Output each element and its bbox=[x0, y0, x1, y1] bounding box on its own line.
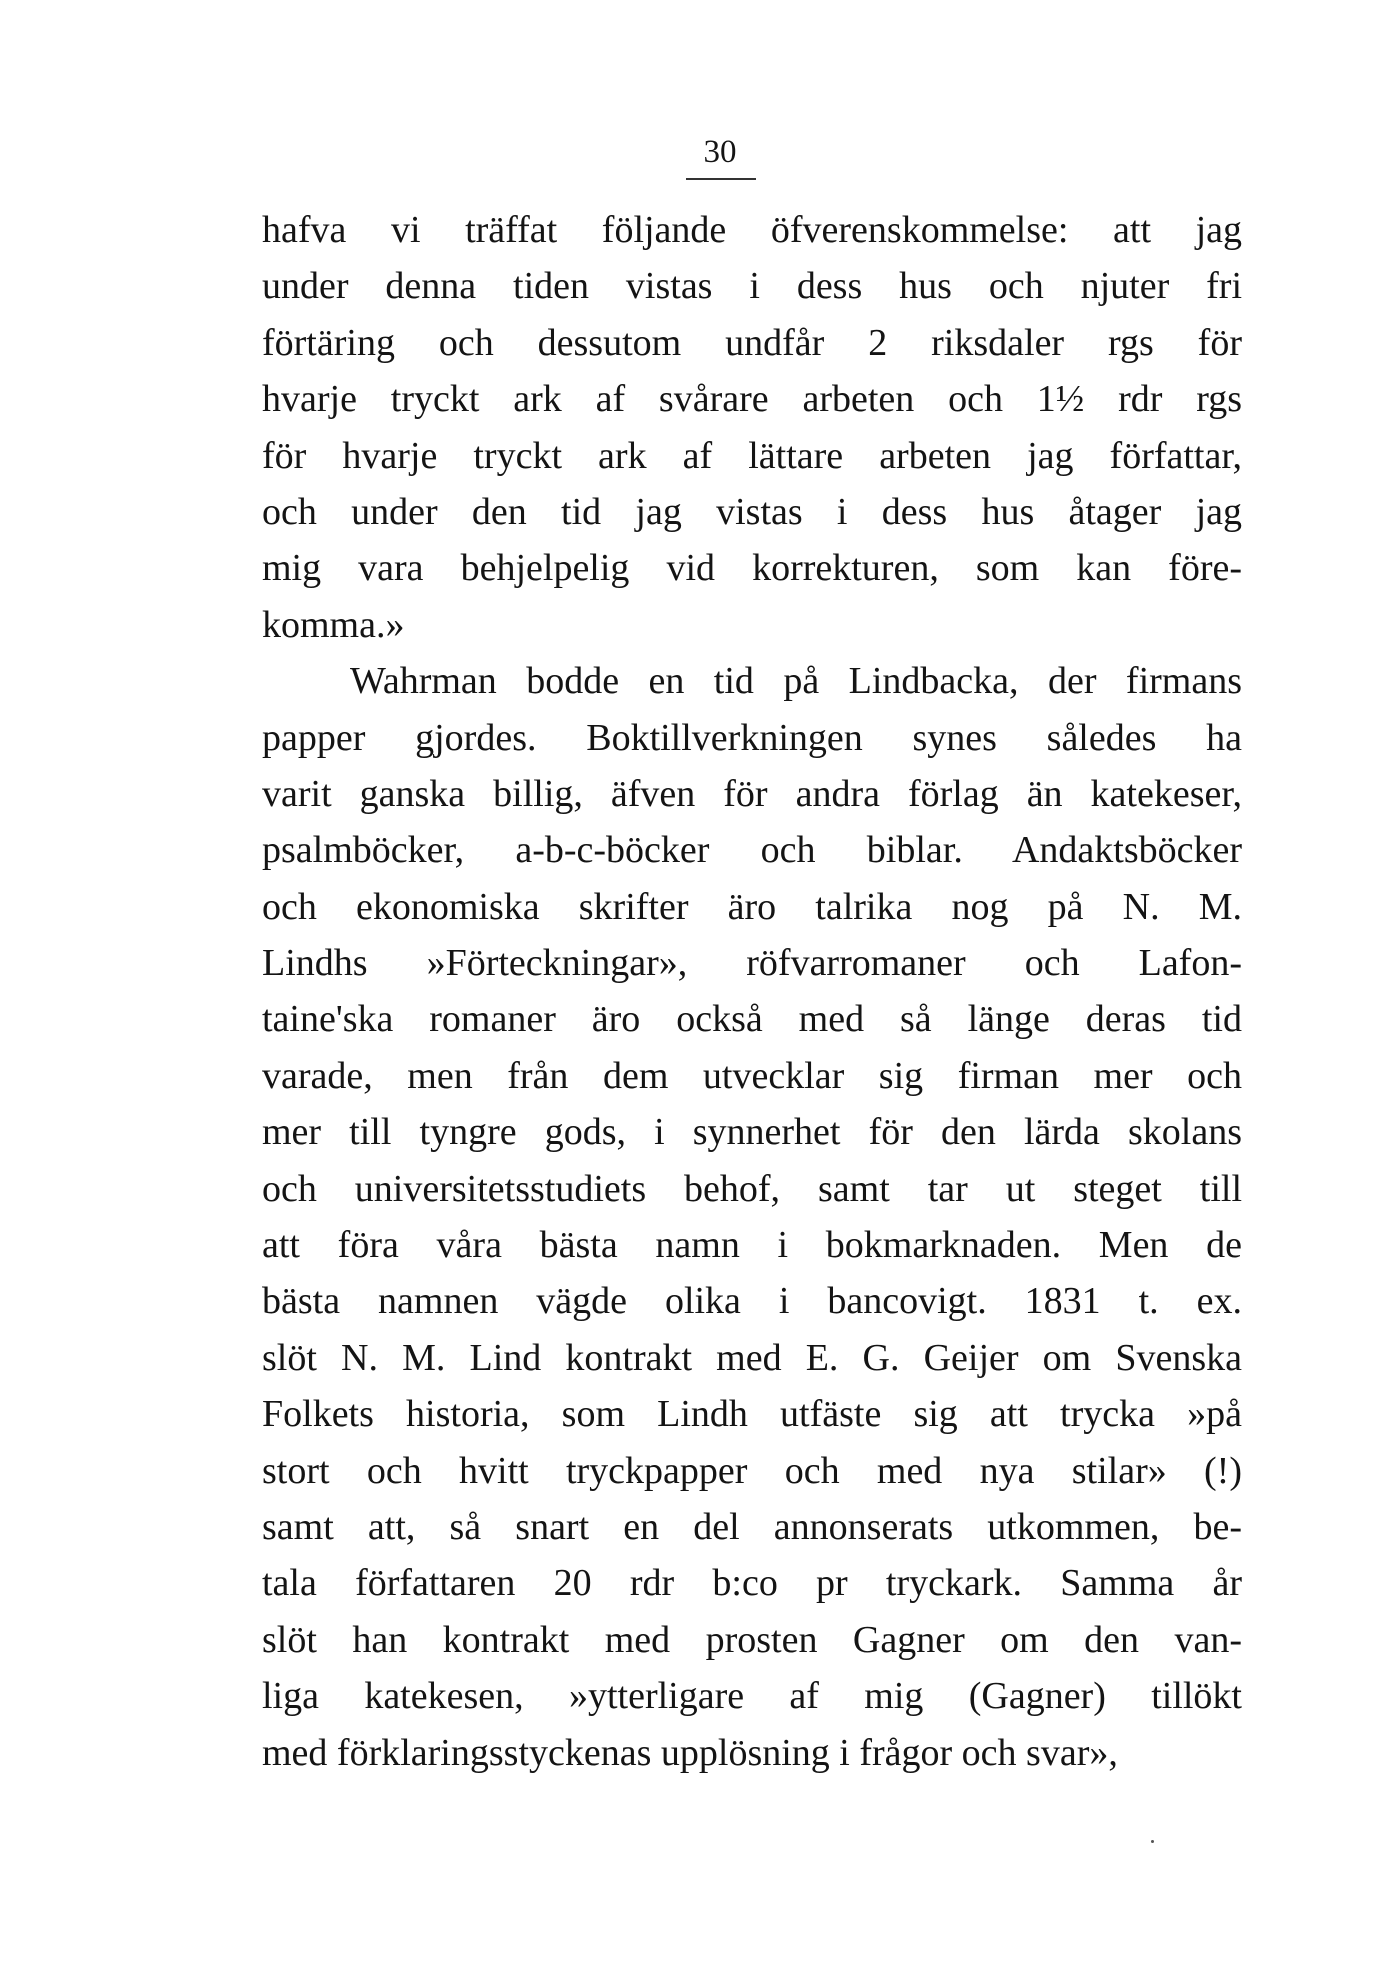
text-line: mig vara behjelpelig vid korrekturen, som kan före- bbox=[262, 547, 1242, 590]
text-line: Lindhs »Förteckningar», röfvarromaner och Lafon- bbox=[262, 942, 1242, 985]
text-line: slöt han kontrakt med prosten Gagner om den van- bbox=[262, 1618, 1242, 1661]
text-line: varit ganska billig, äfven för andra förlag än katekeser, bbox=[262, 772, 1242, 815]
text-line: liga katekesen, »ytterligare af mig (Gagner) tillökt bbox=[262, 1675, 1242, 1718]
text-line: hafva vi träffat följande öfverenskommelse: att jag bbox=[262, 209, 1242, 251]
text-line: och under den tid jag vistas i dess hus åtager jag bbox=[262, 490, 1242, 533]
text-line: papper gjordes. Boktillverkningen synes således ha bbox=[262, 716, 1242, 759]
paragraph-first-line: Wahrman bodde en tid på Lindbacka, der firmans bbox=[350, 660, 1242, 703]
text-line: och ekonomiska skrifter äro talrika nog på N. M. bbox=[262, 885, 1242, 928]
text-line: bästa namnen vägde olika i bancovigt. 1831 t. ex. bbox=[262, 1280, 1242, 1323]
text-line: varade, men från dem utvecklar sig firman mer och bbox=[262, 1054, 1242, 1097]
text-line: stort och hvitt tryckpapper och med nya stilar» (!) bbox=[262, 1449, 1242, 1492]
text-line: taine'ska romaner äro också med så länge deras tid bbox=[262, 998, 1242, 1041]
page-number-rule bbox=[686, 178, 756, 180]
text-line: samt att, så snart en del annonserats utkommen, be- bbox=[262, 1505, 1242, 1548]
text-line: under denna tiden vistas i dess hus och njuter fri bbox=[262, 265, 1242, 308]
text-line: komma.» bbox=[262, 603, 405, 646]
text-line: tala författaren 20 rdr b:co pr tryckark. Samma år bbox=[262, 1562, 1242, 1605]
text-line: förtäring och dessutom undfår 2 riksdaler rgs för bbox=[262, 321, 1242, 364]
text-line: hvarje tryckt ark af svårare arbeten och 1½ rdr rgs bbox=[262, 378, 1242, 421]
text-line: för hvarje tryckt ark af lättare arbeten jag författar, bbox=[262, 434, 1242, 477]
text-line: mer till tyngre gods, i synnerhet för den lärda skolans bbox=[262, 1111, 1242, 1154]
text-line: psalmböcker, a-b-c-böcker och biblar. Andaktsböcker bbox=[262, 829, 1242, 872]
text-line: med förklaringsstyckenas upplösning i frågor och svar», bbox=[262, 1731, 1118, 1774]
page-number: 30 bbox=[703, 134, 737, 170]
text-line: slöt N. M. Lind kontrakt med E. G. Geijer om Svenska bbox=[262, 1336, 1242, 1379]
body-text bbox=[262, 202, 1242, 1781]
text-line: att föra våra bästa namn i bokmarknaden. Men de bbox=[262, 1224, 1242, 1267]
text-line: Folkets historia, som Lindh utfäste sig att trycka »på bbox=[262, 1393, 1242, 1436]
print-speck bbox=[1151, 1840, 1154, 1843]
text-line: och universitetsstudiets behof, samt tar ut steget till bbox=[262, 1167, 1242, 1210]
